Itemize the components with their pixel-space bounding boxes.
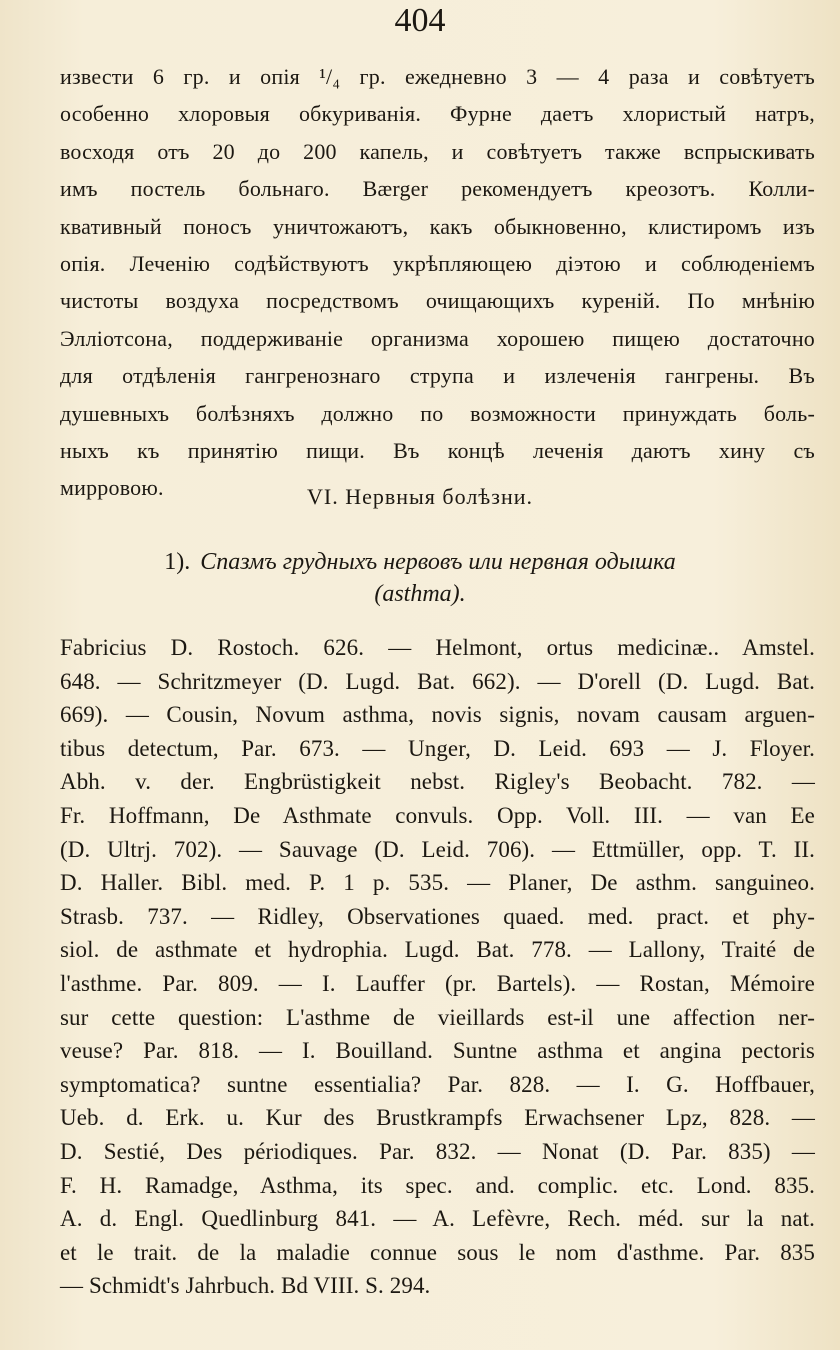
bibliography-line: sur cette question: L'asthme de vieillards est-il une affection ner-: [60, 1004, 815, 1030]
text-line: чистоты воздуха посредствомъ очищающихъ куреній. По мнѣнію: [60, 288, 815, 314]
text-line: мирровою.: [60, 475, 164, 501]
bibliography-line: symptomatica? suntne essentialia? Par. 828. — I. G. Hoffbauer,: [60, 1071, 815, 1097]
text-line: для отдѣленія гангренознаго струпа и излеченія гангрены. Въ: [60, 363, 815, 389]
bibliography-paragraph: [60, 631, 815, 1303]
bibliography-line: 669). — Cousin, Novum asthma, novis signis, novam causam arguen-: [60, 702, 815, 728]
bibliography-line: et le trait. de la maladie connue sous le nom d'asthme. Par. 835: [60, 1239, 815, 1265]
bibliography-line: A. d. Engl. Quedlinburg 841. — A. Lefèvre, Rech. méd. sur la nat.: [60, 1206, 815, 1232]
bibliography-line: l'asthme. Par. 809. — I. Lauffer (pr. Bartels). — Rostan, Mémoire: [60, 970, 815, 996]
bibliography-line: F. H. Ramadge, Asthma, its spec. and. complic. etc. Lond. 835.: [60, 1172, 815, 1198]
text-line: душевныхъ болѣзняхъ должно по возможности принуждать боль-: [60, 400, 815, 426]
section-heading: VI. Нервныя болѣзни.: [307, 484, 533, 509]
bibliography-line: D. Haller. Bibl. med. P. 1 p. 535. — Planer, De asthm. sanguineo.: [60, 870, 815, 896]
bibliography-line: tibus detectum, Par. 673. — Unger, D. Leid. 693 — J. Floyer.: [60, 735, 815, 761]
paragraph-russian: [60, 58, 815, 507]
text-line: извести 6 гр. и опія ¹/₄ гр. ежедневно 3 — 4 раза и совѣтуетъ: [60, 64, 815, 89]
bibliography-line: Fabricius D. Rostoch. 626. — Helmont, ortus medicinæ.. Amstel.: [60, 635, 815, 660]
subheading: [0, 543, 840, 581]
bibliography-line: 648. — Schritzmeyer (D. Lugd. Bat. 662). — D'orell (D. Lugd. Bat.: [60, 668, 815, 694]
text-line: имъ постель больнаго. Bærger рекомендуетъ креозотъ. Колли-: [60, 176, 815, 202]
bibliography-line: veuse? Par. 818. — I. Bouilland. Suntne asthma et angina pectoris: [60, 1038, 815, 1064]
text-line: особенно хлоровыя обкуриванія. Фурне даетъ хлористый натръ,: [60, 101, 815, 127]
text-line: опія. Леченію содѣйствуютъ укрѣпляющею діэтою и соблюденіемъ: [60, 250, 815, 276]
bibliography-line: Strasb. 737. — Ridley, Observationes quaed. med. pract. et phy-: [60, 903, 815, 929]
bibliography-line: D. Sestié, Des périodiques. Par. 832. — Nonat (D. Par. 835) —: [60, 1138, 815, 1164]
subheading-number: 1).: [164, 549, 191, 575]
text-line: Эллiотсона, поддерживаніе организма хорошею пищею достаточно: [60, 325, 815, 351]
text-line: ныхъ къ принятію пищи. Въ концѣ леченія даютъ хину съ: [60, 437, 815, 463]
bibliography-line: Abh. v. der. Engbrüstigkeit nebst. Rigley's Beobacht. 782. —: [60, 769, 815, 795]
bibliography-line: Ueb. d. Erk. u. Kur des Brustkrampfs Erwachsener Lpz, 828. —: [60, 1105, 815, 1131]
bibliography-line: (D. Ultrj. 702). — Sauvage (D. Leid. 706). — Ettmüller, opp. T. II.: [60, 836, 815, 862]
bibliography-line: — Schmidt's Jahrbuch. Bd VIII. S. 294.: [60, 1273, 431, 1299]
subheading-continuation: (asthma).: [374, 581, 466, 607]
bibliography-line: siol. de asthmate et hydrophia. Lugd. Bat. 778. — Lallony, Traité de: [60, 937, 815, 963]
page-number: 404: [394, 2, 446, 39]
subheading-title: Спазмъ грудныхъ нервовъ или нервная одышка: [200, 549, 676, 575]
text-line: восходя отъ 20 до 200 капель, и совѣтуетъ также вспрыскивать: [60, 138, 815, 164]
text-line: квативный поносъ уничтожаютъ, какъ обыкновенно, клистиромъ изъ: [60, 213, 815, 239]
bibliography-line: Fr. Hoffmann, De Asthmate convuls. Opp. Voll. III. — van Ee: [60, 802, 815, 828]
